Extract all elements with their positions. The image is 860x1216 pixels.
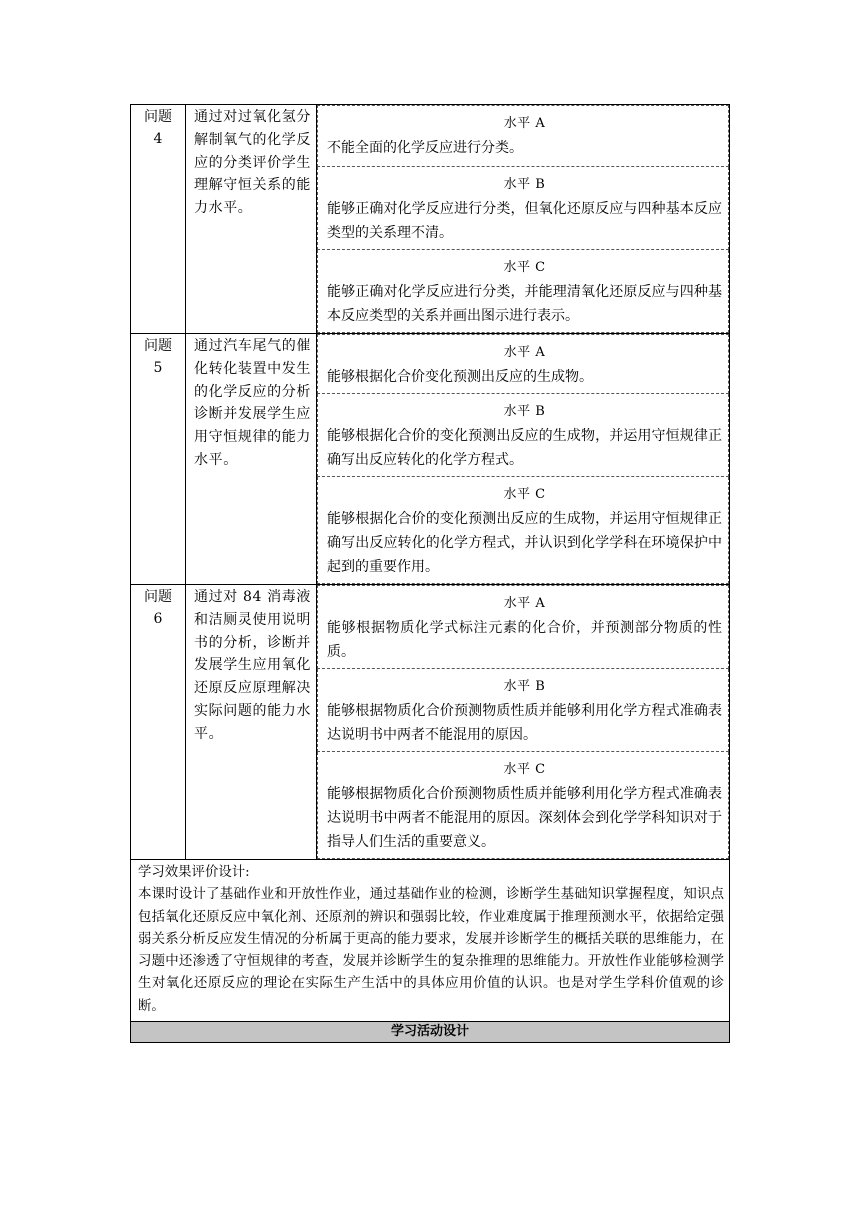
activity-header-row [131, 1022, 730, 1043]
level-description: 能够根据物质化合价预测物质性质并能够利用化学方程式准确表达说明书中两者不能混用的原因。深刻体会到化学学科知识对于指导人们生活的重要意义。 [327, 786, 722, 850]
level-title: 水平 C [503, 260, 546, 275]
levels-table [317, 585, 729, 859]
level-title: 水平 B [503, 679, 546, 694]
levels-cell [317, 585, 730, 860]
level-title: 水平 A [503, 345, 546, 360]
level-title: 水平 B [503, 404, 546, 419]
activity-design-header: 学习活动设计 [131, 1022, 730, 1043]
level-cell [318, 394, 729, 477]
level-description: 能够根据化合价的变化预测出反应的生成物，并运用守恒规律正确写出反应转化的化学方程式，并认识到化学学科在环境保护中起到的重要作用。 [327, 511, 722, 575]
level-title: 水平 A [503, 596, 546, 611]
question-row [131, 585, 730, 860]
level-description: 不能全面的化学反应进行分类。 [327, 140, 523, 156]
level-description: 能够根据物质化合价预测物质性质并能够利用化学方程式准确表达说明书中两者不能混用的原因。 [327, 703, 722, 743]
level-cell [318, 250, 729, 333]
question-label-cell [131, 585, 186, 860]
question-goal-cell [186, 585, 317, 860]
levels-cell [317, 334, 730, 585]
level-title: 水平 C [503, 762, 546, 777]
assessment-document [130, 104, 730, 1043]
level-description: 能够根据化合价的变化预测出反应的生成物，并运用守恒规律正确写出反应转化的化学方程式。 [327, 428, 722, 468]
question-label-cell [131, 105, 186, 334]
level-title: 水平 B [503, 177, 546, 192]
level-description: 能够正确对化学反应进行分类，但氧化还原反应与四种基本反应类型的关系理不清。 [327, 201, 722, 241]
question-label: 问题 4 [144, 109, 172, 147]
question-goal: 通过对过氧化氢分解制氧气的化学反应的分类评价学生理解守恒关系的能力水平。 [194, 109, 311, 217]
question-row [131, 334, 730, 585]
level-cell [318, 477, 729, 584]
level-cell [318, 586, 729, 669]
evaluation-cell [131, 860, 730, 1022]
question-goal: 通过汽车尾气的催化转化装置中发生的化学反应的分析诊断并发展学生应用守恒规律的能力水平。 [194, 338, 311, 468]
level-cell [318, 335, 729, 394]
level-cell [318, 167, 729, 250]
evaluation-title: 学习效果评价设计: [138, 865, 250, 880]
level-cell [318, 752, 729, 859]
level-description: 能够根据物质化学式标注元素的化合价，并预测部分物质的性质。 [327, 620, 722, 660]
level-description: 能够正确对化学反应进行分类，并能理清氧化还原反应与四种基本反应类型的关系并画出图示进行表示。 [327, 284, 722, 324]
question-goal: 通过对 84 消毒液和洁厕灵使用说明书的分析，诊断并发展学生应用氧化还原反应原理解决实际问题的能力水平。 [194, 589, 311, 742]
evaluation-row [131, 860, 730, 1022]
level-title: 水平 C [503, 487, 546, 502]
levels-cell [317, 105, 730, 334]
question-label: 问题 5 [144, 338, 172, 376]
question-label-cell [131, 334, 186, 585]
level-cell [318, 106, 729, 167]
level-title: 水平 A [503, 116, 546, 131]
levels-table [317, 105, 729, 333]
levels-table [317, 334, 729, 584]
question-goal-cell [186, 105, 317, 334]
question-row [131, 105, 730, 334]
evaluation-body: 本课时设计了基础作业和开放性作业，通过基础作业的检测，诊断学生基础知识掌握程度，知识点包括氧化还原反应中氧化剂、还原剂的辨识和强弱比较，作业难度属于推理预测水平，依据给定强弱关系分析反应发生情况的分析属于更高的能力要求，发展并诊断学生的概括关联的思维能力，在习题中还渗透了守恒规律的考查，发展并诊断学生的复杂推理的思维能力。开放性作业能够检测学生对氧化还原反应的理论在实际生产生活中的具体应用价值的认识。也是对学生学科价值观的诊断。 [138, 887, 724, 1014]
level-cell [318, 669, 729, 752]
level-description: 能够根据化合价变化预测出反应的生成物。 [327, 369, 593, 385]
question-goal-cell [186, 334, 317, 585]
question-label: 问题 6 [144, 589, 172, 627]
assessment-table [130, 104, 730, 1043]
